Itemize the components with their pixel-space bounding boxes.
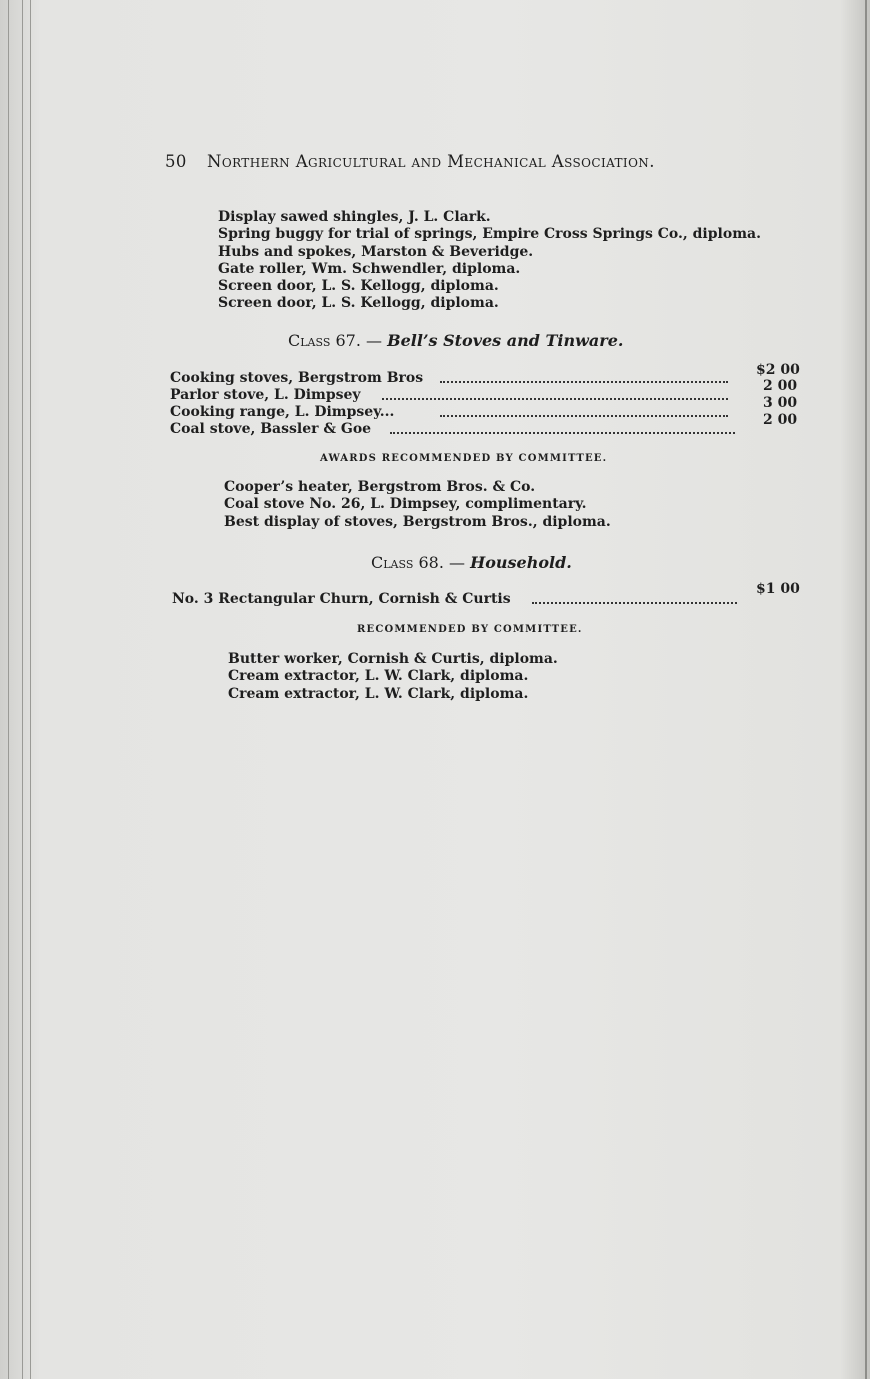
running-header bbox=[165, 152, 765, 171]
class-68-title: Household. bbox=[470, 553, 572, 572]
list-item: Screen door, L. S. Kellogg, diploma. bbox=[218, 278, 499, 295]
prize-item: Cooking stoves, Bergstrom Bros bbox=[170, 370, 424, 386]
prize-amount: 2 00 bbox=[763, 412, 798, 428]
list-item: Cream extractor, L. W. Clark, diploma. bbox=[228, 685, 529, 702]
leader-dots bbox=[532, 602, 737, 604]
awards-heading: RECOMMENDED BY COMMITTEE. bbox=[357, 624, 583, 635]
prize-amount: $2 00 bbox=[756, 362, 800, 378]
class-67-heading bbox=[288, 331, 623, 350]
prize-item: Parlor stove, L. Dimpsey bbox=[170, 387, 361, 403]
prize-amount: 3 00 bbox=[763, 395, 798, 411]
running-head-title: Northern Agricultural and Mechanical Association. bbox=[207, 152, 655, 171]
class-68-heading bbox=[371, 553, 572, 572]
list-item: Screen door, L. S. Kellogg, diploma. bbox=[218, 295, 499, 312]
binding-edge bbox=[22, 0, 23, 1379]
prize-item: Cooking range, L. Dimpsey... bbox=[170, 404, 395, 420]
page-edge bbox=[865, 0, 867, 1379]
list-item: Spring buggy for trial of springs, Empire Cross Springs Co., diploma. bbox=[218, 226, 761, 243]
leader-dots bbox=[390, 432, 735, 434]
top-items-list bbox=[218, 209, 761, 313]
list-item: Cooper’s heater, Bergstrom Bros. & Co. bbox=[224, 479, 536, 495]
leader-dots bbox=[382, 398, 728, 400]
awards-heading: AWARDS RECOMMENDED BY COMMITTEE. bbox=[320, 453, 608, 464]
page-number: 50 bbox=[165, 152, 187, 171]
list-item: Coal stove No. 26, L. Dimpsey, complimentary. bbox=[224, 496, 587, 513]
leader-dots bbox=[440, 381, 728, 383]
prize-item: Coal stove, Bassler & Goe bbox=[170, 421, 372, 437]
binding-edge bbox=[30, 0, 31, 1379]
class-68-label: Class 68. — bbox=[371, 553, 471, 572]
list-item: Display sawed shingles, J. L. Clark. bbox=[218, 209, 491, 225]
leader-dots bbox=[440, 415, 728, 417]
list-item: Butter worker, Cornish & Curtis, diploma. bbox=[228, 651, 558, 667]
class-67-awards bbox=[224, 479, 611, 531]
list-item: Hubs and spokes, Marston & Beveridge. bbox=[218, 243, 534, 260]
prize-item: No. 3 Rectangular Churn, Cornish & Curtis bbox=[172, 591, 511, 607]
list-item: Cream extractor, L. W. Clark, diploma. bbox=[228, 668, 529, 685]
class-67-label: Class 67. — bbox=[288, 331, 388, 350]
prize-amount: 2 00 bbox=[763, 378, 798, 394]
class-67-title: Bell’s Stoves and Tinware. bbox=[387, 331, 624, 350]
list-item: Gate roller, Wm. Schwendler, diploma. bbox=[218, 260, 521, 277]
binding-edge bbox=[8, 0, 9, 1379]
class-68-awards bbox=[228, 651, 558, 703]
prize-amount: $1 00 bbox=[756, 581, 800, 597]
list-item: Best display of stoves, Bergstrom Bros., diploma. bbox=[224, 513, 611, 530]
